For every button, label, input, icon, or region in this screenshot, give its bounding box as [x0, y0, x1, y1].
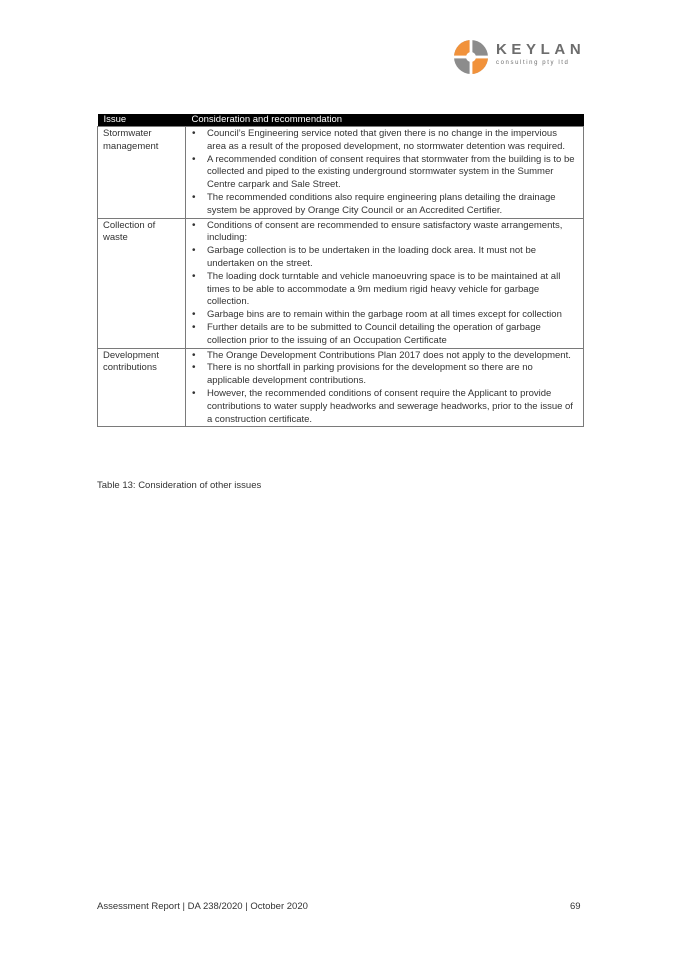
- logo-subtitle: consulting pty ltd: [496, 60, 570, 66]
- list-item: • Council’s Engineering service noted that given there is no change in the impervious area as a result of the proposed development, no stormwater detention was required.: [207, 128, 577, 154]
- page-number: 69: [570, 901, 581, 912]
- table-row: [98, 218, 584, 348]
- footer-report-info: Assessment Report | DA 238/2020 | October 2020: [97, 901, 308, 912]
- issues-table: [97, 114, 584, 427]
- table-header-row: [98, 114, 584, 127]
- logo-name: KEYLAN: [496, 41, 586, 58]
- list-item: • A recommended condition of consent requires that stormwater from the building is to be collected and piped to the existing underground stormwater system in the Summer Centre carpark and Sale Street.: [207, 154, 577, 192]
- recommendation-list: [192, 350, 577, 427]
- list-item: • The recommended conditions also require engineering plans detailing the drainage system be approved by Orange City Council or an Accredited Certifier.: [207, 192, 577, 218]
- list-item: • The Orange Development Contributions Plan 2017 does not apply to the development.: [207, 350, 577, 363]
- table-row: [98, 348, 584, 427]
- list-item: • There is no shortfall in parking provisions for the development so there are no applicable development contributions.: [207, 362, 577, 388]
- issue-cell: Collection of waste: [98, 218, 186, 348]
- list-item: • Conditions of consent are recommended to ensure satisfactory waste arrangements, including:: [207, 220, 577, 246]
- issue-cell: Development contributions: [98, 348, 186, 427]
- recommendation-list: [192, 220, 577, 348]
- list-item: • However, the recommended conditions of consent require the Applicant to provide contributions to water supply headworks and sewerage headworks, prior to the issue of a construction certificate.: [207, 388, 577, 426]
- keylan-logo-mark-icon: [453, 39, 489, 75]
- table-row: [98, 127, 584, 219]
- recommendation-cell: [186, 218, 584, 348]
- list-item: • Garbage collection is to be undertaken in the loading dock area. It must not be undertaken on the street.: [207, 245, 577, 271]
- list-item: • Garbage bins are to remain within the garbage room at all times except for collection: [207, 309, 577, 322]
- recommendation-cell: [186, 127, 584, 219]
- header-consideration: Consideration and recommendation: [186, 114, 584, 127]
- recommendation-cell: [186, 348, 584, 427]
- keylan-logo: [453, 39, 593, 79]
- header-issue: Issue: [98, 114, 186, 127]
- issue-cell: Stormwater management: [98, 127, 186, 219]
- recommendation-list: [192, 128, 577, 218]
- list-item: • The loading dock turntable and vehicle manoeuvring space is to be maintained at all times to be able to accommodate a 9m medium rigid heavy vehicle for garbage collection.: [207, 271, 577, 309]
- table-caption: Table 13: Consideration of other issues: [97, 480, 262, 491]
- list-item: • Further details are to be submitted to Council detailing the operation of garbage collection prior to the issuing of an Occupation Certificate: [207, 322, 577, 348]
